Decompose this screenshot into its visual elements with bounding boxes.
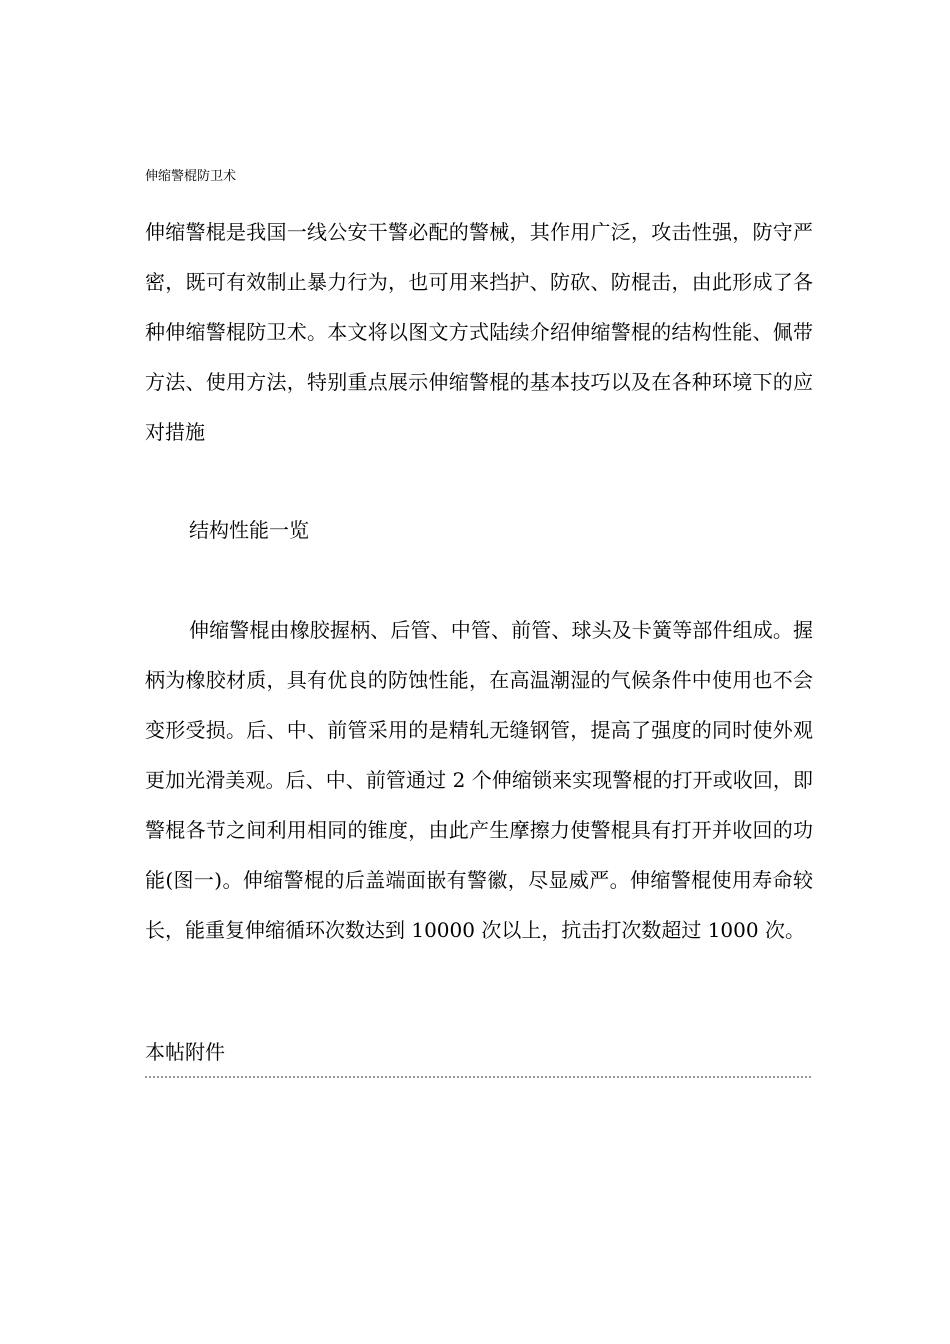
document-title: 伸缩警棍防卫术	[145, 169, 237, 184]
attachments-label: 本帖附件	[145, 1040, 225, 1064]
attachments-divider	[145, 1076, 811, 1078]
section-heading: 结构性能一览	[189, 518, 309, 542]
body-paragraph: 伸缩警棍由橡胶握柄、后管、中管、前管、球头及卡簧等部件组成。握柄为橡胶材质，具有优良的防蚀性能，在高温潮湿的气候条件中使用也不会变形受损。后、中、前管采用的是精轧无缝钢管，提高了强度的同时使外观更加光滑美观。后、中、前管通过 2 个伸缩锁来实现警棍的打开或收回，即警棍各节之间利用相同的锥度，由此产生摩擦力使警棍具有打开并收回的功能(图一)。伸缩警棍的后盖端面嵌有警徽，尽显威严。伸缩警棍使用寿命较长，能重复伸缩循环次数达到 10000 次以上，抗击打次数超过 1000 次。	[145, 618, 813, 942]
intro-paragraph: 伸缩警棍是我国一线公安干警必配的警械，其作用广泛，攻击性强，防守严密，既可有效制止暴力行为，也可用来挡护、防砍、防棍击，由此形成了各种伸缩警棍防卫术。本文将以图文方式陆续介绍伸缩警棍的结构性能、佩带方法、使用方法，特别重点展示伸缩警棍的基本技巧以及在各种环境下的应对措施	[145, 220, 813, 444]
